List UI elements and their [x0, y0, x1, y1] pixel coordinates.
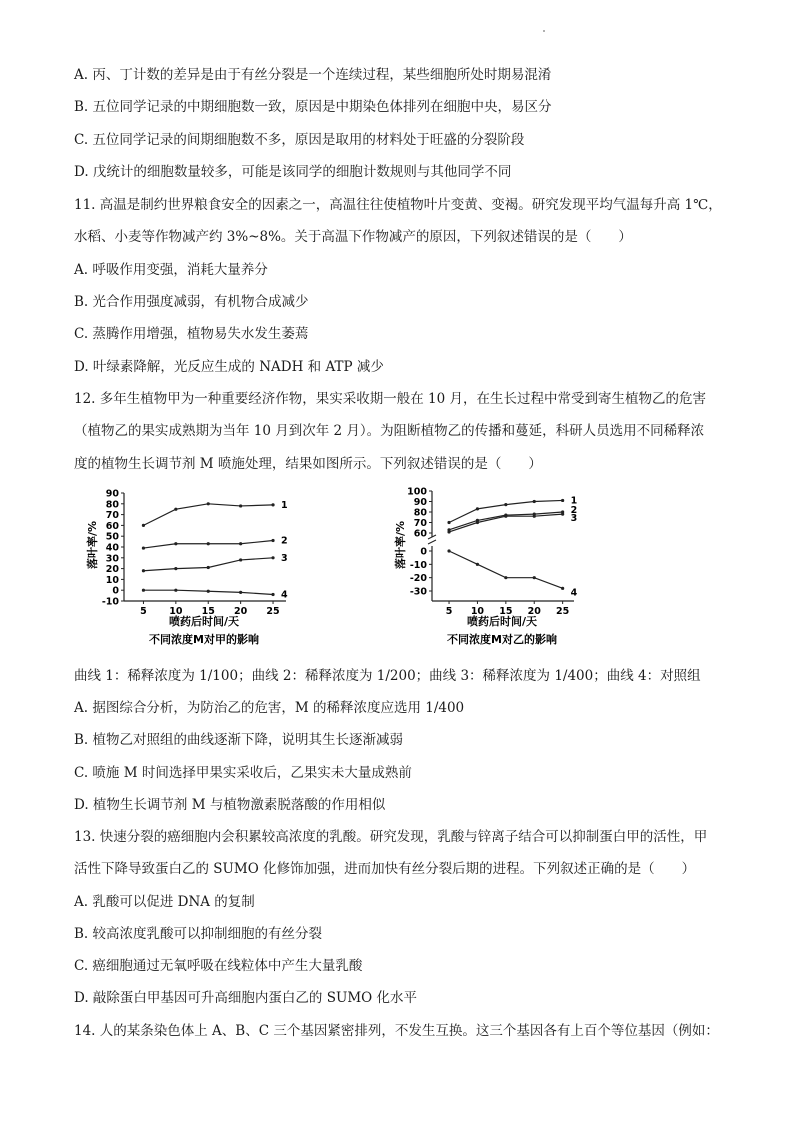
- option-line: B. 五位同学记录的中期细胞数一致，原因是中期染色体排列在细胞中央，易区分: [74, 99, 552, 115]
- x-tick-label: 15: [499, 606, 513, 617]
- chart-yi-xlabel: 喷药后时间/天: [466, 615, 538, 628]
- data-point: [447, 521, 450, 524]
- option-line: D. 叶绿素降解，光反应生成的 NADH 和 ATP 减少: [74, 359, 384, 375]
- series-label: 2: [281, 535, 288, 547]
- chart-yi: [384, 483, 634, 653]
- y-tick-label: 60: [105, 520, 119, 532]
- option-line: C. 蒸腾作用增强，植物易失水发生萎蔫: [74, 326, 309, 342]
- data-point: [174, 508, 177, 511]
- y-tick-label: 60: [413, 528, 427, 540]
- series-label: 3: [570, 513, 578, 525]
- y-tick-label: 50: [105, 531, 119, 543]
- y-tick-label: -10: [101, 596, 119, 608]
- y-tick-label: -10: [409, 559, 427, 571]
- question-13-stem: 活性下降导致蛋白乙的 SUMO 化修饰加强，进而加快有丝分裂后期的进程。下列叙述正确的是（ ）: [74, 861, 696, 877]
- option-line: A. 丙、丁计数的差异是由于有丝分裂是一个连续过程，某些细胞所处时期易混淆: [74, 67, 552, 83]
- x-tick-label: 20: [527, 606, 541, 617]
- series-line-1: [143, 504, 273, 526]
- data-point: [207, 590, 210, 593]
- data-point: [504, 503, 507, 506]
- series-label: 1: [281, 499, 288, 511]
- data-point: [142, 546, 145, 549]
- data-point: [271, 503, 274, 506]
- x-tick-label: 20: [234, 606, 248, 617]
- question-14-stem: 14. 人的某条染色体上 A、B、C 三个基因紧密排列，不发生互换。这三个基因各有上百个等位基因（例如：: [74, 1023, 719, 1039]
- y-tick-label: 30: [105, 553, 119, 565]
- data-point: [447, 549, 450, 552]
- y-tick-label: 90: [413, 497, 427, 508]
- y-tick-label: 80: [105, 499, 119, 511]
- x-tick-label: 25: [556, 606, 570, 617]
- data-point: [142, 569, 145, 572]
- data-point: [476, 507, 479, 510]
- series-label: 4: [570, 587, 578, 599]
- y-tick-label: 70: [105, 510, 119, 522]
- y-tick-label: 0: [420, 546, 427, 558]
- series-line-4: [449, 551, 563, 588]
- option-line: A. 乳酸可以促进 DNA 的复制: [74, 894, 255, 910]
- data-point: [239, 558, 242, 561]
- data-point: [239, 591, 242, 594]
- chart-jia-title: 不同浓度M对甲的影响: [149, 633, 259, 646]
- question-11-stem: 11. 高温是制约世界粮食安全的因素之一，高温往往使植物叶片变黄、变褐。研究发现平均气温每升高 1℃，: [74, 197, 722, 213]
- data-point: [561, 499, 564, 502]
- series-label: 1: [570, 495, 578, 507]
- series-label: 4: [281, 589, 288, 601]
- chart-yi-axes: [407, 487, 574, 618]
- x-tick-label: 25: [266, 606, 280, 617]
- option-line: B. 植物乙对照组的曲线逐渐下降，说明其生长逐渐减弱: [74, 732, 404, 748]
- chart-yi-title: 不同浓度M对乙的影响: [447, 633, 557, 646]
- question-12-stem: （植物乙的果实成熟期为当年 10 月到次年 2 月）。为阻断植物乙的传播和蔓延，科研人员选用不同稀释浓: [74, 423, 705, 439]
- question-13-stem: 13. 快速分裂的癌细胞内会积累较高浓度的乳酸。研究发现，乳酸与锌离子结合可以抑制蛋白甲的活性，甲: [74, 829, 708, 845]
- option-line: C. 癌细胞通过无氧呼吸在线粒体中产生大量乳酸: [74, 958, 363, 974]
- chart-jia: [76, 483, 326, 653]
- option-line: B. 光合作用强度减弱，有机物合成减少: [74, 294, 309, 310]
- chart-yi-series: [447, 495, 577, 598]
- x-tick-label: 5: [140, 606, 147, 617]
- y-tick-label: 20: [105, 564, 119, 576]
- x-tick-label: 10: [169, 606, 183, 617]
- data-point: [207, 542, 210, 545]
- option-line: C. 喷施 M 时间选择甲果实采收后，乙果实未大量成熟前: [74, 765, 412, 781]
- scan-dot: [543, 30, 545, 32]
- chart-yi-ylabel: 落叶率/%: [394, 520, 407, 570]
- y-tick-label: 90: [105, 488, 119, 500]
- data-point: [504, 515, 507, 518]
- y-tick-label: 100: [407, 486, 427, 498]
- series-label: 2: [570, 505, 578, 516]
- question-11-stem: 水稻、小麦等作物减产约 3%~8%。关于高温下作物减产的原因，下列叙述错误的是（ ）: [74, 229, 632, 245]
- question-12-stem: 度的植物生长调节剂 M 喷施处理，结果如图所示。下列叙述错误的是（ ）: [74, 456, 542, 472]
- x-tick-label: 10: [470, 606, 485, 617]
- data-point: [533, 515, 536, 518]
- data-point: [142, 524, 145, 527]
- data-point: [504, 576, 507, 579]
- data-point: [239, 542, 242, 545]
- chart-jia-ylabel: 落叶率/%: [86, 520, 99, 570]
- y-tick-label: -20: [409, 573, 427, 585]
- x-tick-label: 5: [445, 606, 453, 617]
- data-point: [533, 576, 536, 579]
- data-point: [239, 504, 242, 507]
- y-tick-label: 0: [112, 585, 119, 597]
- data-point: [561, 587, 564, 590]
- series-label: 3: [281, 552, 288, 564]
- data-point: [174, 589, 177, 592]
- y-tick-label: 80: [413, 507, 427, 519]
- option-line: D. 戊统计的细胞数量较多，可能是该同学的细胞计数规则与其他同学不同: [74, 164, 512, 180]
- chart-jia-axes: [102, 489, 286, 618]
- curve-legend: 曲线 1：稀释浓度为 1/100；曲线 2：稀释浓度为 1/200；曲线 3：稀释浓度为 1/400；曲线 4：对照组: [74, 668, 701, 684]
- data-point: [476, 563, 479, 566]
- y-tick-label: 40: [105, 542, 119, 554]
- x-tick-label: 15: [201, 606, 215, 617]
- option-line: D. 敲除蛋白甲基因可升高细胞内蛋白乙的 SUMO 化水平: [74, 990, 418, 1006]
- data-point: [174, 542, 177, 545]
- data-point: [271, 556, 274, 559]
- data-point: [561, 513, 564, 516]
- data-point: [271, 593, 274, 596]
- data-point: [533, 500, 536, 503]
- option-line: A. 据图综合分析，为防治乙的危害，M 的稀释浓度应选用 1/400: [74, 700, 465, 716]
- y-tick-label: -30: [409, 586, 427, 598]
- data-point: [447, 530, 450, 533]
- data-point: [207, 502, 210, 505]
- data-point: [174, 567, 177, 570]
- y-tick-label: 10: [105, 574, 119, 586]
- data-point: [207, 566, 210, 569]
- data-point: [142, 589, 145, 592]
- y-tick-label: 70: [413, 518, 427, 529]
- data-point: [271, 539, 274, 542]
- chart-jia-series: [142, 500, 288, 601]
- chart-jia-xlabel: 喷药后时间/天: [168, 615, 240, 628]
- data-point: [476, 521, 479, 524]
- option-line: C. 五位同学记录的间期细胞数不多，原因是取用的材料处于旺盛的分裂阶段: [74, 132, 525, 148]
- option-line: A. 呼吸作用变强，消耗大量养分: [74, 262, 268, 278]
- question-12-stem: 12. 多年生植物甲为一种重要经济作物，果实采收期一般在 10 月，在生长过程中常受到寄生植物乙的危害: [74, 391, 707, 407]
- option-line: D. 植物生长调节剂 M 与植物激素脱落酸的作用相似: [74, 797, 386, 813]
- option-line: B. 较高浓度乳酸可以抑制细胞的有丝分裂: [74, 926, 323, 942]
